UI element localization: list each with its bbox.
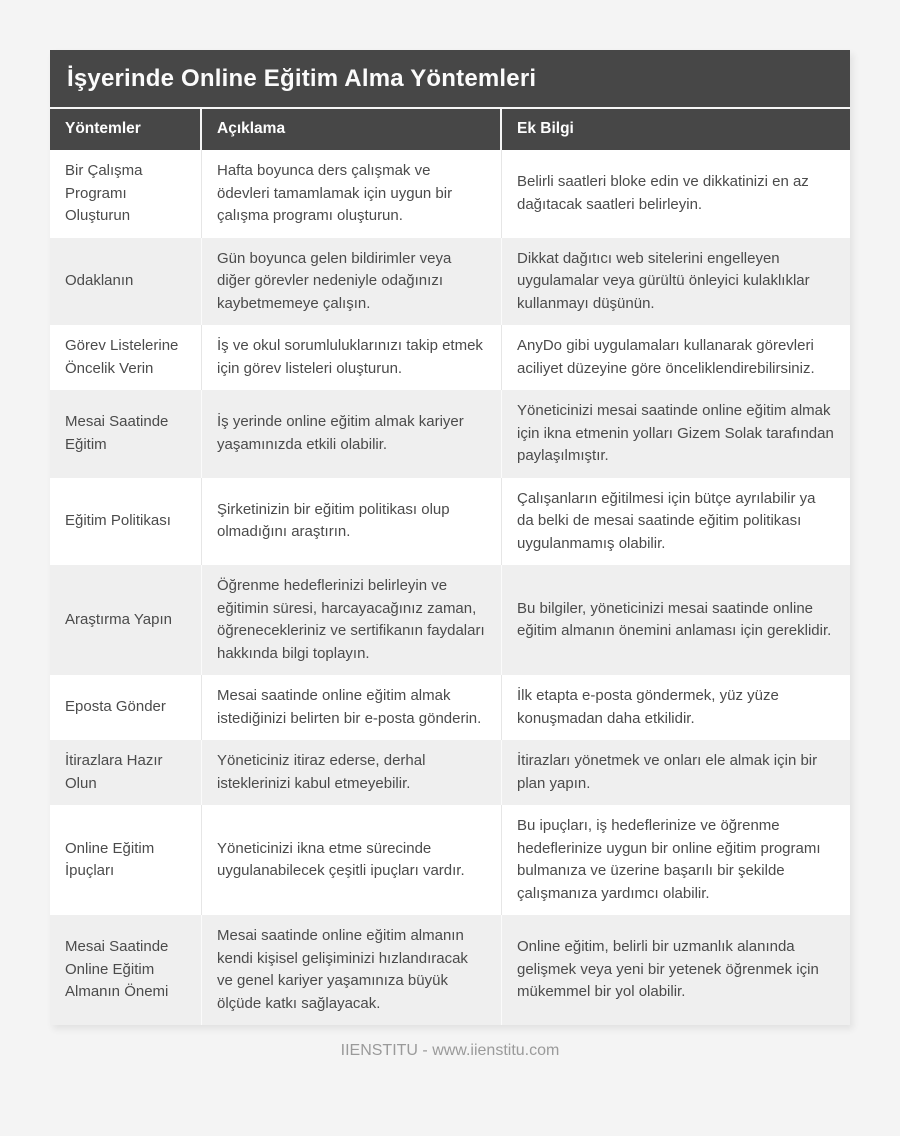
table-row	[50, 325, 850, 390]
cell-method: Odaklanın	[50, 238, 202, 326]
cell-method: Online Eğitim İpuçları	[50, 805, 202, 915]
page-title: İşyerinde Online Eğitim Alma Yöntemleri	[50, 50, 850, 109]
table-row	[50, 740, 850, 805]
table-row	[50, 805, 850, 915]
table-row	[50, 238, 850, 326]
table-row	[50, 150, 850, 238]
cell-method: Eğitim Politikası	[50, 478, 202, 566]
cell-method: Mesai Saatinde Online Eğitim Almanın Önemi	[50, 915, 202, 1025]
cell-description: Hafta boyunca ders çalışmak ve ödevleri tamamlamak için uygun bir çalışma programı oluşturun.	[202, 150, 502, 238]
cell-description: Mesai saatinde online eğitim almanın kendi kişisel gelişiminizi hızlandıracak ve genel kariyer yaşamınıza büyük ölçüde katkı sağlayacak.	[202, 915, 502, 1025]
cell-description: Şirketinizin bir eğitim politikası olup olmadığını araştırın.	[202, 478, 502, 566]
methods-table	[50, 109, 850, 1025]
table-row	[50, 565, 850, 675]
column-header-description: Açıklama	[202, 109, 502, 150]
cell-method: Bir Çalışma Programı Oluşturun	[50, 150, 202, 238]
table-row	[50, 915, 850, 1025]
footer-credit: IIENSTITU - www.iienstitu.com	[340, 1042, 560, 1059]
column-header-extra-info: Ek Bilgi	[502, 109, 850, 150]
column-header-methods: Yöntemler	[50, 109, 202, 150]
cell-extra-info: Yöneticinizi mesai saatinde online eğitim almak için ikna etmenin yolları Gizem Solak tarafından paylaşılmıştır.	[502, 390, 850, 478]
cell-extra-info: AnyDo gibi uygulamaları kullanarak görevleri aciliyet düzeyine göre önceliklendirebilirsiniz.	[502, 325, 850, 390]
cell-description: Yöneticinizi ikna etme sürecinde uygulanabilecek çeşitli ipuçları vardır.	[202, 805, 502, 915]
cell-method: Eposta Gönder	[50, 675, 202, 740]
cell-method: İtirazlara Hazır Olun	[50, 740, 202, 805]
cell-description: Öğrenme hedeflerinizi belirleyin ve eğitimin süresi, harcayacağınız zaman, öğrenecekleriniz ve sertifikanın faydaları hakkında bilgi toplayın.	[202, 565, 502, 675]
cell-method: Görev Listelerine Öncelik Verin	[50, 325, 202, 390]
cell-extra-info: Dikkat dağıtıcı web sitelerini engelleyen uygulamalar veya gürültü önleyici kulaklıklar kullanmayı düşünün.	[502, 238, 850, 326]
cell-description: Yöneticiniz itiraz ederse, derhal isteklerinizi kabul etmeyebilir.	[202, 740, 502, 805]
table-row	[50, 675, 850, 740]
cell-description: İş ve okul sorumluluklarınızı takip etmek için görev listeleri oluşturun.	[202, 325, 502, 390]
cell-extra-info: Bu bilgiler, yöneticinizi mesai saatinde online eğitim almanın önemini anlaması için gereklidir.	[502, 565, 850, 675]
cell-extra-info: İlk etapta e-posta göndermek, yüz yüze konuşmadan daha etkilidir.	[502, 675, 850, 740]
cell-description: İş yerinde online eğitim almak kariyer yaşamınızda etkili olabilir.	[202, 390, 502, 478]
cell-extra-info: Belirli saatleri bloke edin ve dikkatinizi en az dağıtacak saatleri belirleyin.	[502, 150, 850, 238]
table-row	[50, 390, 850, 478]
table-header-row	[50, 109, 850, 150]
cell-extra-info: Bu ipuçları, iş hedeflerinize ve öğrenme hedeflerinize uygun bir online eğitim programı bulmanıza ve üzerine başarılı bir şekilde çalışmanıza yardımcı olabilir.	[502, 805, 850, 915]
cell-extra-info: Çalışanların eğitilmesi için bütçe ayrılabilir ya da belki de mesai saatinde eğitim politikası uygulanmamış olabilir.	[502, 478, 850, 566]
cell-description: Mesai saatinde online eğitim almak istediğinizi belirten bir e-posta gönderin.	[202, 675, 502, 740]
cell-method: Mesai Saatinde Eğitim	[50, 390, 202, 478]
methods-table-card	[50, 50, 850, 1025]
table-row	[50, 478, 850, 566]
cell-description: Gün boyunca gelen bildirimler veya diğer görevler nedeniyle odağınızı kaybetmemeye çalışın.	[202, 238, 502, 326]
cell-method: Araştırma Yapın	[50, 565, 202, 675]
cell-extra-info: Online eğitim, belirli bir uzmanlık alanında gelişmek veya yeni bir yetenek öğrenmek için mükemmel bir yol olabilir.	[502, 915, 850, 1025]
cell-extra-info: İtirazları yönetmek ve onları ele almak için bir plan yapın.	[502, 740, 850, 805]
